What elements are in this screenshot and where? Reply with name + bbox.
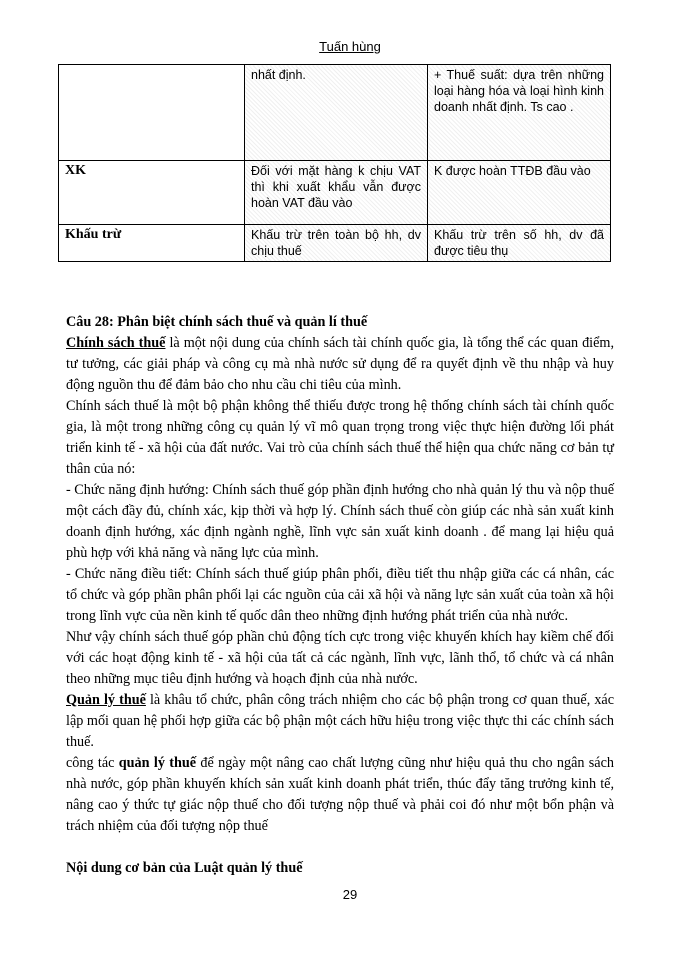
paragraph: Như vậy chính sách thuế góp phần chủ động tích cực trong việc khuyến khích hay kiềm chế đối với các hoạt động kinh tế - xã hội của tất cả các ngành, lĩnh vực, lãnh thổ, tổ chức và cá nhân theo những mục tiêu định hướng và hoạch định của nhà nước. bbox=[66, 629, 614, 687]
comparison-table bbox=[58, 64, 611, 262]
document-body bbox=[66, 312, 614, 879]
table-cell: nhất định. bbox=[245, 65, 428, 161]
question-heading: Câu 28: Phân biệt chính sách thuế và quản lí thuế bbox=[66, 314, 368, 330]
table-row bbox=[59, 65, 611, 161]
paragraph bbox=[66, 753, 614, 837]
table-cell: Đối với mặt hàng k chịu VAT thì khi xuất khẩu vẫn được hoàn VAT đầu vào bbox=[245, 161, 428, 225]
table-cell-label: Khấu trừ bbox=[59, 225, 245, 262]
term-tax-policy: Chính sách thuế bbox=[66, 335, 166, 351]
page-number: 29 bbox=[342, 887, 358, 902]
table-row bbox=[59, 161, 611, 225]
table-cell-label bbox=[59, 65, 245, 161]
term-tax-management: Quản lý thuế bbox=[66, 692, 146, 708]
paragraph: - Chức năng điều tiết: Chính sách thuế giúp phân phối, điều tiết thu nhập giữa các cá nhân, các tổ chức và góp phần phân phối lại các nguồn của cải xã hội và năng lực sản xuất của toàn xã hội trong lĩnh vực của nền kinh tế quốc dân theo những định hướng phát triển của nhà nước. bbox=[66, 566, 614, 624]
table-cell: K được hoàn TTĐB đầu vào bbox=[428, 161, 611, 225]
paragraph: Chính sách thuế là một bộ phận không thể thiếu được trong hệ thống chính sách tài chính quốc gia, là một trong những công cụ quản lý vĩ mô quan trọng trong việc thực hiện đường lối phát triển kinh tế - xã hội của đất nước. Vai trò của chính sách thuế thể hiện qua chức năng cơ bản tự thân của nó: bbox=[66, 398, 614, 477]
section-heading: Nội dung cơ bản của Luật quản lý thuế bbox=[66, 860, 303, 876]
table-cell-label: XK bbox=[59, 161, 245, 225]
table-cell: Khấu trừ trên số hh, dv đã được tiêu thụ bbox=[428, 225, 611, 262]
paragraph-text: là một nội dung của chính sách tài chính quốc gia, là tổng thể các quan điểm, tư tưởng, các giải pháp và công cụ mà nhà nước sử dụng để ra quyết định về thu nhập và huy động nguồn thu để đảm bảo cho nhu cầu chi tiêu của mình. bbox=[66, 335, 614, 393]
table-row bbox=[59, 225, 611, 262]
page-header-author: Tuấn hùng bbox=[319, 39, 381, 54]
term-tax-management-bold: quản lý thuế bbox=[118, 755, 197, 771]
paragraph bbox=[66, 333, 614, 396]
paragraph-text: để ngày một nâng cao chất lượng cũng như hiệu quả thu cho ngân sách nhà nước, góp phần khuyến khích sản xuất kinh doanh phát triển, thúc đẩy tăng trưởng kinh tế, nâng cao ý thức tự giác nộp thuế cho đối tượng nộp thuế và phải coi đó như một bổn phận và trách nhiệm của đối tượng nộp thuế bbox=[66, 755, 614, 834]
paragraph: - Chức năng định hướng: Chính sách thuế góp phần định hướng cho nhà quản lý thu và nộp thuế một cách đầy đủ, chính xác, kịp thời và hợp lý. Chính sách thuế còn giúp các nhà sản xuất kinh doanh định hướng, xác định ngành nghề, lĩnh vực sản xuất kinh doanh . để mang lại hiệu quả phù hợp với khả năng và năng lực của mình. bbox=[66, 482, 614, 561]
paragraph bbox=[66, 690, 614, 753]
paragraph-text: công tác bbox=[66, 755, 119, 771]
table-cell: + Thuế suất: dựa trên những loại hàng hóa và loại hình kinh doanh nhất định. Ts cao . bbox=[428, 65, 611, 161]
table-cell: Khấu trừ trên toàn bộ hh, dv chịu thuế bbox=[245, 225, 428, 262]
paragraph-text: là khâu tổ chức, phân công trách nhiệm cho các bộ phận trong cơ quan thuế, xác lập mối quan hệ phối hợp giữa các bộ phận một cách hữu hiệu trong việc thực thi các chính sách thuế. bbox=[66, 692, 615, 750]
